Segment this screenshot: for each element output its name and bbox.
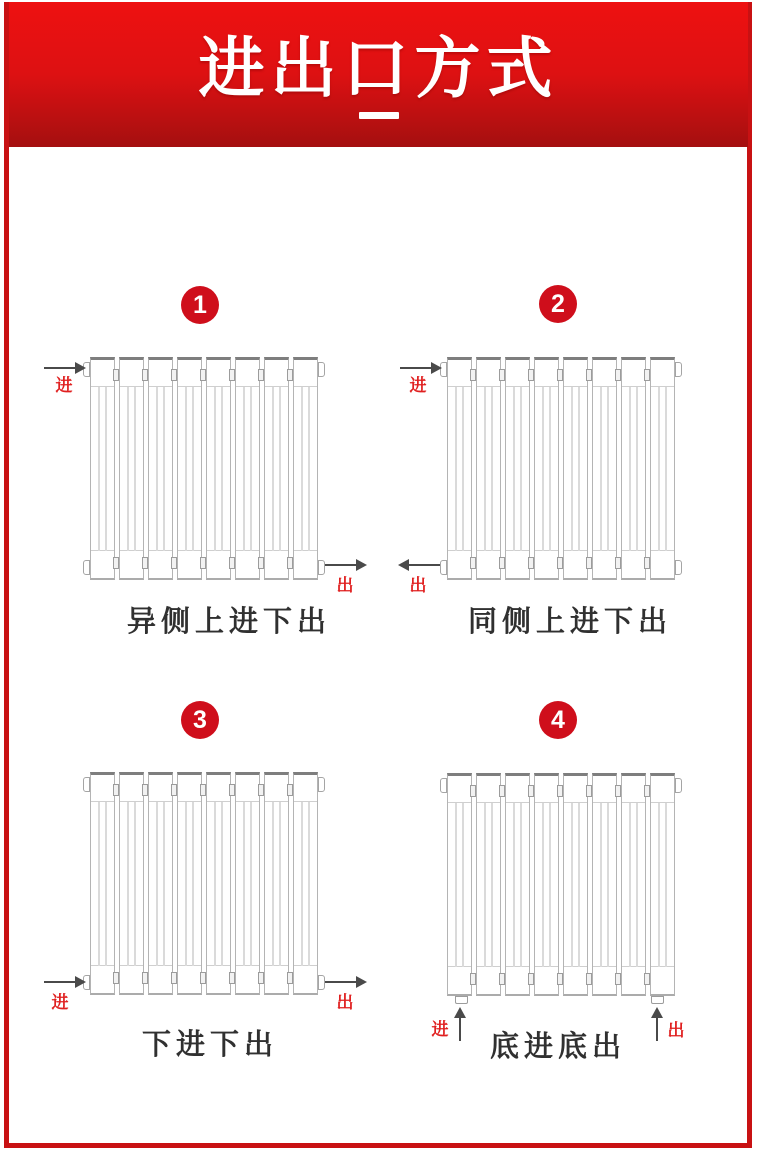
inlet-arrow [400, 367, 440, 369]
diagram-caption: 同侧上进下出 [467, 606, 672, 638]
radiator-illustration-1 [90, 357, 318, 580]
diagram-caption: 底进底出 [489, 1031, 626, 1063]
radiator-illustration-3 [90, 772, 318, 995]
inlet-label: 进 [431, 1020, 449, 1039]
radiator-port-top-right [675, 362, 682, 377]
radiator-port-bottom-right [318, 975, 325, 990]
radiator-port-bottom-right [318, 560, 325, 575]
radiator-section [592, 773, 617, 996]
step-number: 2 [551, 289, 565, 318]
radiator-section [621, 357, 646, 580]
radiator-port-top-right [675, 778, 682, 793]
radiator-section [476, 773, 501, 996]
radiator-section [534, 357, 559, 580]
radiator-section [650, 357, 675, 580]
radiator-section [206, 772, 231, 995]
radiator-section [534, 773, 559, 996]
inlet-arrow [44, 367, 84, 369]
radiator-section [264, 772, 289, 995]
diagram-caption: 下进下出 [141, 1029, 278, 1061]
radiator-port-bottom-right [675, 560, 682, 575]
outlet-label: 出 [667, 1021, 685, 1040]
radiator-section [90, 772, 115, 995]
page-title: 进出口方式 [198, 31, 559, 105]
radiator-section [621, 773, 646, 996]
outlet-label: 出 [336, 993, 354, 1012]
radiator-section [148, 772, 173, 995]
step-number: 3 [193, 705, 207, 734]
radiator-section [505, 357, 530, 580]
radiator-section [119, 772, 144, 995]
radiator-section [235, 772, 260, 995]
outlet-arrow [325, 981, 365, 983]
outlet-arrow [400, 564, 440, 566]
radiator-section [650, 773, 675, 996]
header-banner [9, 2, 748, 147]
radiator-section [592, 357, 617, 580]
radiator-port-bottom-left [440, 560, 447, 575]
title-underline [359, 112, 399, 119]
radiator-section [206, 357, 231, 580]
radiator-port-top-right [318, 777, 325, 792]
step-badge-3 [181, 701, 219, 739]
radiator-section [177, 357, 202, 580]
inlet-label: 进 [409, 376, 427, 395]
step-badge-1 [181, 286, 219, 324]
step-badge-2 [539, 285, 577, 323]
radiator-section [90, 357, 115, 580]
radiator-illustration-2 [447, 357, 675, 580]
step-number: 4 [551, 705, 565, 734]
radiator-section [235, 357, 260, 580]
radiator-port-bottom-left [83, 560, 90, 575]
radiator-section [293, 772, 318, 995]
radiator-bottom-valve-right [651, 996, 664, 1004]
outlet-label: 出 [336, 576, 354, 595]
inlet-arrow [44, 981, 84, 983]
radiator-section [293, 357, 318, 580]
outlet-arrow [325, 564, 365, 566]
inlet-label: 进 [55, 376, 73, 395]
radiator-section [563, 773, 588, 996]
radiator-section [505, 773, 530, 996]
radiator-illustration-4 [447, 773, 675, 996]
radiator-port-top-left [440, 778, 447, 793]
radiator-section [476, 357, 501, 580]
radiator-port-top-left [83, 777, 90, 792]
radiator-section [148, 357, 173, 580]
radiator-bottom-valve-left [455, 996, 468, 1004]
radiator-section [447, 357, 472, 580]
radiator-port-top-right [318, 362, 325, 377]
radiator-section [119, 357, 144, 580]
radiator-section [447, 773, 472, 996]
outlet-label: 出 [409, 576, 427, 595]
radiator-section [563, 357, 588, 580]
step-number: 1 [193, 290, 207, 319]
radiator-section [264, 357, 289, 580]
inlet-label: 进 [51, 993, 69, 1012]
radiator-section [177, 772, 202, 995]
diagram-caption: 异侧上进下出 [126, 606, 331, 638]
step-badge-4 [539, 701, 577, 739]
